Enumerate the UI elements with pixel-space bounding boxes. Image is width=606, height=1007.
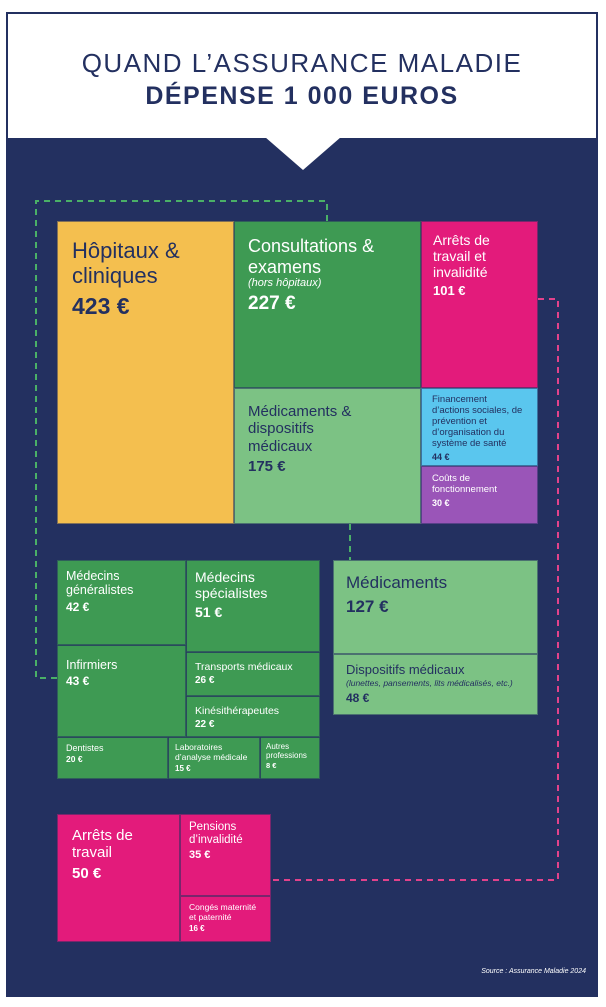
box-medicaments-dispositifs — [234, 388, 421, 524]
dispositifs-note: (lunettes, pansements, lits médicalisés, etc.) — [346, 677, 513, 688]
sep-v-b2 — [260, 737, 261, 779]
infirmiers-value: 43 € — [66, 674, 90, 689]
specialistes-value: 51 € — [195, 604, 223, 621]
medicaments-dispositifs-label: Médicaments & dispositifs médicaux — [248, 403, 352, 455]
box-laboratoires — [168, 737, 260, 779]
box-transports — [186, 652, 320, 696]
box-autres — [260, 737, 320, 779]
box-dentistes — [57, 737, 168, 779]
arrets-travail-label: Arrêts de travail — [72, 827, 133, 862]
autres-value: 8 € — [266, 761, 277, 771]
title-line-1: QUAND L’ASSURANCE MALADIE — [81, 48, 523, 78]
sep-h-bottom — [57, 737, 320, 738]
transports-value: 26 € — [195, 675, 215, 687]
hopitaux-label: Hôpitaux & cliniques — [72, 238, 180, 289]
medicaments-label: Médicaments — [346, 573, 448, 592]
box-conges — [180, 896, 271, 942]
specialistes-label: Médecins spécialistes — [195, 569, 268, 602]
pensions-label: Pensions d’invalidité — [189, 821, 243, 847]
laboratoires-label: Laboratoires d’analyse médicale — [175, 742, 248, 762]
box-arrets-travail — [57, 814, 180, 942]
financement-value: 44 € — [432, 451, 450, 462]
sep-v-b1 — [168, 737, 169, 779]
box-infirmiers — [57, 645, 186, 737]
laboratoires-value: 15 € — [175, 763, 191, 773]
conges-value: 16 € — [189, 923, 205, 933]
box-dispositifs — [333, 654, 538, 715]
dispositifs-value: 48 € — [346, 690, 370, 705]
box-consultations — [234, 221, 421, 388]
dispositifs-label: Dispositifs médicaux — [346, 662, 465, 677]
sep-h-left — [57, 645, 186, 646]
infirmiers-label: Infirmiers — [66, 658, 118, 672]
dentistes-value: 20 € — [66, 754, 83, 765]
arrets-invalidite-value: 101 € — [433, 283, 466, 299]
generalistes-value: 42 € — [66, 599, 90, 614]
autres-label: Autres professions — [266, 742, 307, 761]
financement-label: Financement d’actions sociales, de prévention et d’organisation du système de santé — [432, 394, 523, 449]
generalistes-label: Médecins généralistes — [66, 569, 134, 598]
arrets-invalidite-label: Arrêts de travail et invalidité — [433, 232, 490, 281]
medicaments-dispositifs-value: 175 € — [248, 457, 286, 475]
title-line-2: DÉPENSE 1 000 EUROS — [145, 82, 459, 110]
box-financement — [421, 388, 538, 466]
box-medicaments — [333, 560, 538, 654]
box-generalistes — [57, 560, 186, 645]
sep-h-right-1 — [186, 652, 320, 653]
consultations-note: (hors hôpitaux) — [248, 277, 322, 290]
transports-label: Transports médicaux — [195, 661, 293, 673]
box-specialistes — [186, 560, 320, 652]
box-pensions — [180, 814, 271, 896]
box-couts — [421, 466, 538, 524]
conges-label: Congés maternité et paternité — [189, 902, 257, 922]
box-hopitaux — [57, 221, 234, 524]
medicaments-value: 127 € — [346, 596, 389, 616]
arrets-travail-value: 50 € — [72, 864, 102, 882]
hopitaux-value: 423 € — [72, 292, 130, 319]
kine-value: 22 € — [195, 719, 215, 731]
couts-value: 30 € — [432, 497, 450, 508]
dentistes-label: Dentistes — [66, 743, 104, 753]
box-kine — [186, 696, 320, 737]
pensions-value: 35 € — [189, 849, 211, 862]
box-arrets-invalidite — [421, 221, 538, 388]
couts-label: Coûts de fonctionnement — [432, 473, 497, 495]
source-note: Source : Assurance Maladie 2024 — [481, 968, 586, 975]
consultations-label: Consultations & examens — [248, 236, 375, 277]
sep-v-top — [186, 560, 187, 737]
kine-label: Kinésithérapeutes — [195, 705, 280, 717]
sep-h-right-2 — [186, 696, 320, 697]
consultations-value: 227 € — [248, 293, 296, 315]
